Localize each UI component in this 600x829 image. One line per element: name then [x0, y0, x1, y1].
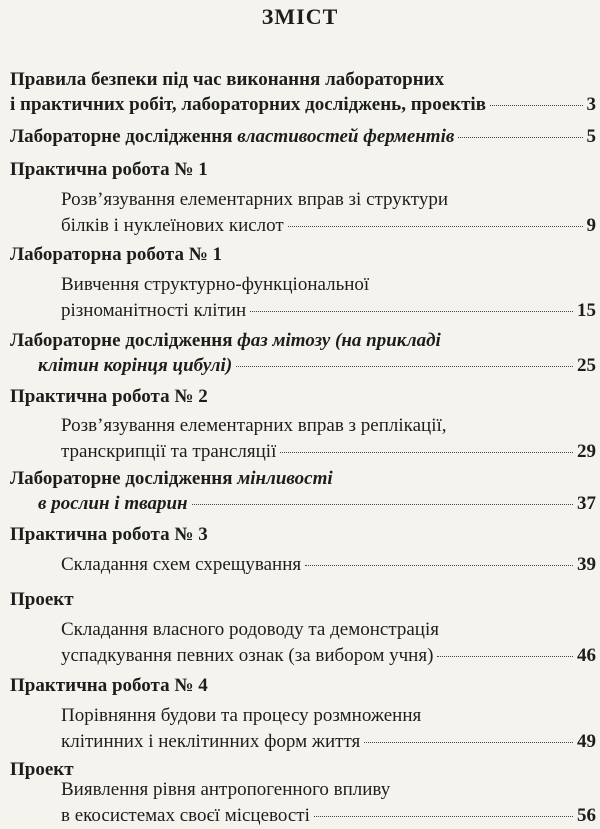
toc-entry-practical-2[interactable] [61, 413, 596, 465]
toc-entry-prefix: Лабораторне дослідження [10, 330, 238, 351]
toc-heading-practical-1[interactable]: Практична робота № 1 [10, 159, 208, 180]
dot-leader [250, 311, 573, 312]
page-number: 37 [577, 493, 596, 514]
toc-entry-line: Складання власного родоводу та демонстрація [61, 619, 439, 640]
toc-entry-line: Складання схем схрещування [61, 554, 302, 575]
toc-entry-line: Виявлення рівня антропогенного впливу [61, 779, 391, 800]
page-number: 29 [577, 441, 596, 462]
toc-heading-project-2[interactable]: Проект [10, 759, 74, 780]
toc-entry-lab-work-1[interactable] [61, 272, 596, 324]
dot-leader [437, 656, 573, 657]
toc-entry-line: різноманітності клітин [61, 300, 247, 321]
toc-entry-enzymes-research[interactable] [10, 124, 596, 149]
page-number: 49 [577, 731, 596, 752]
dot-leader [192, 504, 573, 505]
toc-entry-mitosis-research[interactable] [10, 328, 596, 378]
toc-entry-line: Правила безпеки під час виконання лабораторних [10, 69, 445, 90]
page-number: 46 [577, 645, 596, 666]
toc-entry-practical-4[interactable] [61, 703, 596, 755]
page-number: 5 [586, 126, 596, 147]
dot-leader [280, 452, 573, 453]
dot-leader [288, 226, 583, 227]
dot-leader [458, 137, 582, 138]
toc-entry-line: Порівняння будови та процесу розмноження [61, 705, 422, 726]
toc-entry-safety-rules[interactable] [10, 67, 596, 117]
toc-entry-topic-continued: в рослин і тварин [38, 493, 188, 514]
toc-entry-line-with-page [61, 439, 596, 465]
toc-entry-topic-continued: клітин корінця цибулі) [38, 355, 233, 376]
toc-entry-line: успадкування певних ознак (за вибором учня) [61, 645, 434, 666]
page-title: ЗМІСТ [261, 4, 339, 29]
dot-leader [314, 816, 573, 817]
page-number: 39 [577, 554, 596, 575]
page-number: 56 [577, 805, 596, 826]
toc-heading-project-1[interactable]: Проект [10, 589, 74, 610]
toc-heading-practical-2[interactable]: Практична робота № 2 [10, 386, 208, 407]
toc-entry-line: Розв’язування елементарних вправ зі структури [61, 189, 448, 210]
toc-entry-line-with-page [61, 729, 596, 755]
toc-entry-title [10, 328, 596, 353]
page-number: 3 [586, 94, 596, 115]
dot-leader [490, 105, 583, 106]
toc-entry-line: в екосистемах своєї місцевості [61, 805, 310, 826]
toc-entry-line-with-page [61, 643, 596, 669]
toc-entry-practical-3[interactable] [61, 552, 596, 578]
toc-entry-line-with-page [61, 552, 596, 578]
toc-entry-line: білків і нуклеїнових кислот [61, 215, 284, 236]
toc-entry-line: Вивчення структурно-функціональної [61, 274, 370, 295]
dot-leader [236, 366, 573, 367]
toc-entry-line-with-page [10, 491, 596, 516]
toc-entry-project-1[interactable] [61, 617, 596, 669]
toc-entry-line: клітинних і неклітинних форм життя [61, 731, 361, 752]
toc-entry-variability-research[interactable] [10, 466, 596, 516]
toc-entry-topic: властивостей ферментів [237, 126, 455, 147]
toc-entry-title [10, 124, 454, 149]
toc-entry-prefix: Лабораторне дослідження [10, 468, 238, 489]
page-number: 15 [577, 300, 596, 321]
toc-heading-lab-work-1[interactable]: Лабораторна робота № 1 [10, 244, 223, 265]
toc-entry-line-with-page [10, 124, 596, 149]
toc-entry-line: Розв’язування елементарних вправ з реплікації, [61, 415, 447, 436]
toc-heading-practical-3[interactable]: Практична робота № 3 [10, 524, 208, 545]
toc-entry-project-2[interactable] [61, 777, 596, 829]
toc-entry-title [10, 466, 596, 491]
page-number: 9 [586, 215, 596, 236]
page-number: 25 [577, 355, 596, 376]
toc-entry-line: і практичних робіт, лабораторних досліджень, проектів [10, 94, 486, 115]
toc-heading-practical-4[interactable]: Практична робота № 4 [10, 675, 208, 696]
toc-entry-line-with-page [61, 213, 596, 239]
toc-entry-line-with-page [61, 803, 596, 829]
toc-entry-line-with-page [10, 353, 596, 378]
toc-entry-line: транскрипції та трансляції [61, 441, 277, 462]
toc-entry-line-with-page [10, 92, 596, 117]
toc-entry-line-with-page [61, 298, 596, 324]
toc-entry-practical-1[interactable] [61, 187, 596, 239]
dot-leader [305, 565, 573, 566]
toc-entry-topic: мінливості [237, 468, 333, 489]
dot-leader [364, 742, 573, 743]
toc-entry-prefix: Лабораторне дослідження [10, 126, 238, 147]
toc-entry-topic: фаз мітозу (на прикладі [237, 330, 441, 351]
